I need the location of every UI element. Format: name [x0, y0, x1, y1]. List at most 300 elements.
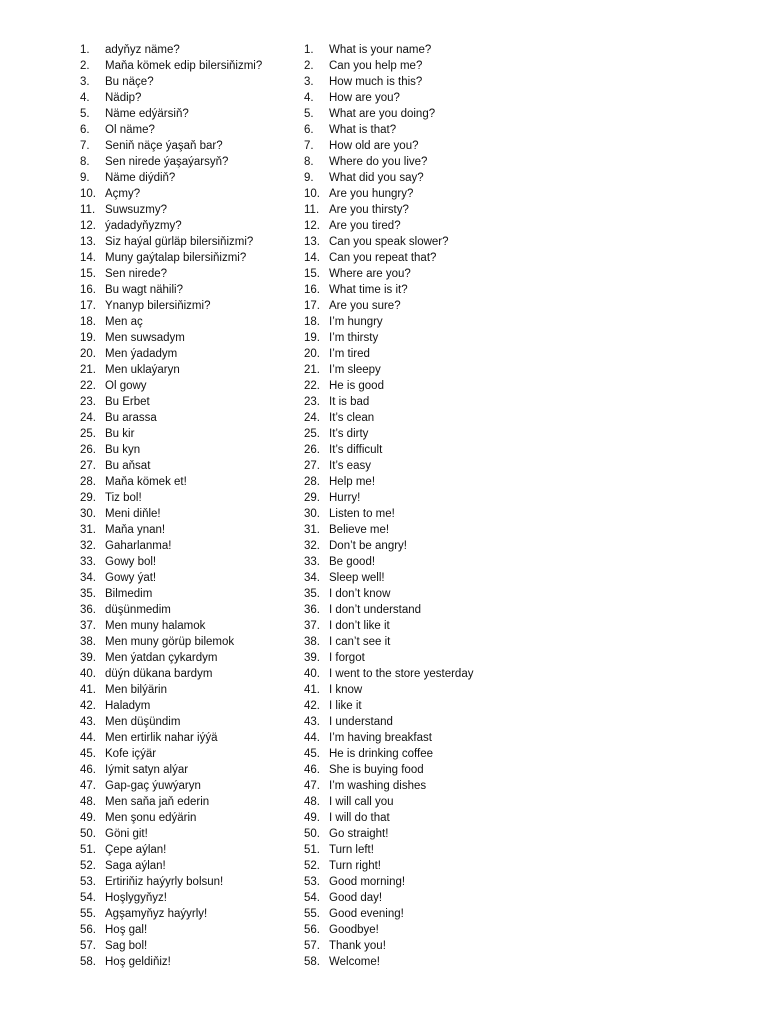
item-text: Ol gowy	[105, 380, 147, 392]
english-phrase-list	[304, 42, 524, 970]
turkmen-phrase-item	[80, 330, 300, 346]
english-phrase-item	[304, 90, 524, 106]
english-phrase-item	[304, 714, 524, 730]
item-number: 56.	[304, 924, 320, 936]
item-number: 15.	[80, 268, 96, 280]
item-text: Can you help me?	[329, 60, 423, 72]
item-number: 5.	[80, 108, 90, 120]
item-number: 52.	[304, 860, 320, 872]
english-phrase-item	[304, 858, 524, 874]
english-phrase-item	[304, 954, 524, 970]
item-text: Agşamyňyz haýyrly!	[105, 908, 208, 920]
item-number: 12.	[304, 220, 320, 232]
turkmen-phrase-item	[80, 506, 300, 522]
item-number: 32.	[80, 540, 96, 552]
english-phrase-item	[304, 922, 524, 938]
item-text: I went to the store yesterday	[329, 668, 474, 680]
turkmen-phrase-item	[80, 810, 300, 826]
turkmen-phrase-item	[80, 282, 300, 298]
item-number: 50.	[80, 828, 96, 840]
item-text: Men ýadadym	[105, 348, 178, 360]
item-number: 32.	[304, 540, 320, 552]
item-number: 49.	[80, 812, 96, 824]
item-text: düşünmedim	[105, 604, 171, 616]
item-number: 31.	[80, 524, 96, 536]
item-number: 58.	[304, 956, 320, 968]
english-phrase-item	[304, 602, 524, 618]
item-number: 4.	[304, 92, 314, 104]
item-number: 30.	[80, 508, 96, 520]
item-number: 27.	[304, 460, 320, 472]
item-number: 54.	[80, 892, 96, 904]
turkmen-phrase-item	[80, 586, 300, 602]
item-text: Bu wagt nähili?	[105, 284, 183, 296]
item-text: Believe me!	[329, 524, 390, 536]
item-text: Açmy?	[105, 188, 141, 200]
item-number: 21.	[304, 364, 320, 376]
item-text: Bu aňsat	[105, 460, 151, 472]
item-text: Bu kir	[105, 428, 135, 440]
item-text: Gap-gaç ýuwýaryn	[105, 780, 201, 792]
item-text: Good evening!	[329, 908, 404, 920]
item-number: 1.	[80, 44, 90, 56]
turkmen-phrase-item	[80, 682, 300, 698]
item-text: Welcome!	[329, 956, 380, 968]
turkmen-phrase-item	[80, 362, 300, 378]
item-number: 10.	[304, 188, 320, 200]
item-number: 25.	[80, 428, 96, 440]
turkmen-phrase-item	[80, 58, 300, 74]
english-phrase-item	[304, 378, 524, 394]
english-phrase-item	[304, 42, 524, 58]
item-number: 31.	[304, 524, 320, 536]
item-number: 39.	[80, 652, 96, 664]
turkmen-phrase-item	[80, 42, 300, 58]
item-number: 16.	[304, 284, 320, 296]
item-number: 18.	[80, 316, 96, 328]
english-phrase-item	[304, 490, 524, 506]
english-phrase-item	[304, 122, 524, 138]
item-text: Men uklaýaryn	[105, 364, 180, 376]
item-text: Bu näçe?	[105, 76, 154, 88]
english-phrase-item	[304, 874, 524, 890]
english-phrase-item	[304, 426, 524, 442]
item-number: 14.	[304, 252, 320, 264]
item-number: 56.	[80, 924, 96, 936]
item-text: It’s dirty	[329, 428, 369, 440]
english-phrase-item	[304, 394, 524, 410]
item-number: 24.	[80, 412, 96, 424]
item-number: 43.	[80, 716, 96, 728]
item-number: 40.	[80, 668, 96, 680]
item-text: Çepe aýlan!	[105, 844, 167, 856]
item-number: 28.	[80, 476, 96, 488]
item-number: 24.	[304, 412, 320, 424]
item-number: 44.	[304, 732, 320, 744]
item-number: 15.	[304, 268, 320, 280]
item-number: 53.	[80, 876, 96, 888]
item-number: 50.	[304, 828, 320, 840]
item-text: Gaharlanma!	[105, 540, 172, 552]
item-number: 46.	[304, 764, 320, 776]
english-phrase-item	[304, 282, 524, 298]
item-number: 29.	[304, 492, 320, 504]
item-text: Good day!	[329, 892, 383, 904]
english-phrase-item	[304, 810, 524, 826]
english-phrase-item	[304, 746, 524, 762]
turkmen-phrase-item	[80, 538, 300, 554]
turkmen-phrase-item	[80, 250, 300, 266]
english-phrase-item	[304, 250, 524, 266]
item-text: I understand	[329, 716, 393, 728]
english-phrase-item	[304, 186, 524, 202]
english-phrase-item	[304, 634, 524, 650]
item-number: 38.	[304, 636, 320, 648]
item-number: 34.	[80, 572, 96, 584]
item-number: 42.	[304, 700, 320, 712]
item-text: Don’t be angry!	[329, 540, 407, 552]
item-number: 55.	[304, 908, 320, 920]
item-number: 58.	[80, 956, 96, 968]
item-number: 49.	[304, 812, 320, 824]
turkmen-phrase-item	[80, 474, 300, 490]
item-text: Sag bol!	[105, 940, 148, 952]
item-number: 53.	[304, 876, 320, 888]
item-number: 23.	[304, 396, 320, 408]
english-phrase-item	[304, 106, 524, 122]
english-phrase-item	[304, 442, 524, 458]
turkmen-phrase-item	[80, 826, 300, 842]
english-phrase-item	[304, 138, 524, 154]
item-number: 51.	[304, 844, 320, 856]
item-text: I’m hungry	[329, 316, 383, 328]
english-phrase-item	[304, 778, 524, 794]
item-text: I can’t see it	[329, 636, 391, 648]
item-text: ýadadyňyzmy?	[105, 220, 182, 232]
item-number: 6.	[304, 124, 314, 136]
item-text: He is drinking coffee	[329, 748, 433, 760]
turkmen-phrase-list	[80, 42, 300, 970]
item-number: 13.	[80, 236, 96, 248]
item-number: 37.	[304, 620, 320, 632]
english-phrase-item	[304, 682, 524, 698]
item-number: 19.	[304, 332, 320, 344]
item-number: 11.	[304, 204, 320, 216]
english-phrase-item	[304, 170, 524, 186]
item-text: Men şonu edýärin	[105, 812, 197, 824]
item-text: Maňa kömek edip bilersiňizmi?	[105, 60, 263, 72]
item-number: 54.	[304, 892, 320, 904]
item-number: 48.	[80, 796, 96, 808]
turkmen-phrase-item	[80, 906, 300, 922]
item-text: Are you thirsty?	[329, 204, 409, 216]
item-text: Ol näme?	[105, 124, 155, 136]
item-text: Men ertirlik nahar iýýä	[105, 732, 218, 744]
item-text: I will do that	[329, 812, 390, 824]
item-number: 55.	[80, 908, 96, 920]
turkmen-phrase-item	[80, 314, 300, 330]
english-phrase-item	[304, 826, 524, 842]
turkmen-phrase-item	[80, 266, 300, 282]
item-number: 52.	[80, 860, 96, 872]
turkmen-phrase-item	[80, 394, 300, 410]
turkmen-phrase-item	[80, 170, 300, 186]
item-number: 22.	[304, 380, 320, 392]
turkmen-phrase-item	[80, 138, 300, 154]
turkmen-phrase-item	[80, 890, 300, 906]
item-text: Where are you?	[329, 268, 411, 280]
item-number: 29.	[80, 492, 96, 504]
item-number: 26.	[80, 444, 96, 456]
item-number: 51.	[80, 844, 96, 856]
item-number: 47.	[80, 780, 96, 792]
item-text: Saga aýlan!	[105, 860, 166, 872]
item-text: What are you doing?	[329, 108, 436, 120]
item-number: 9.	[304, 172, 314, 184]
item-text: Ertiriňiz haýyrly bolsun!	[105, 876, 224, 888]
turkmen-phrase-item	[80, 618, 300, 634]
item-number: 21.	[80, 364, 96, 376]
item-text: Hoş gal!	[105, 924, 148, 936]
item-text: Goodbye!	[329, 924, 379, 936]
item-number: 33.	[304, 556, 320, 568]
english-phrase-item	[304, 330, 524, 346]
turkmen-phrase-item	[80, 602, 300, 618]
turkmen-phrase-item	[80, 218, 300, 234]
item-text: Nädip?	[105, 92, 142, 104]
item-text: I’m thirsty	[329, 332, 379, 344]
item-text: What is that?	[329, 124, 397, 136]
english-phrase-item	[304, 266, 524, 282]
item-text: She is buying food	[329, 764, 424, 776]
item-text: Gowy ýat!	[105, 572, 157, 584]
turkmen-phrase-item	[80, 74, 300, 90]
item-number: 13.	[304, 236, 320, 248]
item-text: Siz haýal gürläp bilersiňizmi?	[105, 236, 254, 248]
turkmen-phrase-item	[80, 378, 300, 394]
item-text: Näme edýärsiň?	[105, 108, 189, 120]
turkmen-phrase-item	[80, 106, 300, 122]
item-number: 37.	[80, 620, 96, 632]
turkmen-phrase-item	[80, 874, 300, 890]
turkmen-phrase-item	[80, 922, 300, 938]
turkmen-phrase-item	[80, 762, 300, 778]
item-text: Men aç	[105, 316, 143, 328]
item-number: 33.	[80, 556, 96, 568]
item-text: Sen nirede?	[105, 268, 168, 280]
english-phrase-item	[304, 458, 524, 474]
turkmen-phrase-item	[80, 234, 300, 250]
turkmen-phrase-item	[80, 458, 300, 474]
english-phrase-item	[304, 794, 524, 810]
item-number: 20.	[80, 348, 96, 360]
item-number: 4.	[80, 92, 90, 104]
item-number: 10.	[80, 188, 96, 200]
item-text: Bu arassa	[105, 412, 157, 424]
item-number: 6.	[80, 124, 90, 136]
item-text: I don’t understand	[329, 604, 422, 616]
item-text: It’s difficult	[329, 444, 383, 456]
item-number: 45.	[80, 748, 96, 760]
item-text: Be good!	[329, 556, 376, 568]
item-text: How old are you?	[329, 140, 419, 152]
turkmen-phrase-item	[80, 842, 300, 858]
item-text: Turn right!	[329, 860, 381, 872]
item-text: Hurry!	[329, 492, 361, 504]
item-text: Gowy bol!	[105, 556, 157, 568]
item-text: Go straight!	[329, 828, 389, 840]
english-phrase-item	[304, 298, 524, 314]
turkmen-phrase-item	[80, 794, 300, 810]
turkmen-phrase-item	[80, 634, 300, 650]
item-number: 30.	[304, 508, 320, 520]
english-phrase-item	[304, 698, 524, 714]
item-text: Men muny halamok	[105, 620, 206, 632]
turkmen-phrase-item	[80, 426, 300, 442]
english-phrase-item	[304, 618, 524, 634]
item-number: 27.	[80, 460, 96, 472]
item-text: Suwsuzmy?	[105, 204, 167, 216]
item-number: 41.	[304, 684, 320, 696]
english-phrase-item	[304, 74, 524, 90]
item-number: 41.	[80, 684, 96, 696]
item-text: Men ýatdan çykardym	[105, 652, 218, 664]
item-text: What did you say?	[329, 172, 424, 184]
english-phrase-item	[304, 154, 524, 170]
turkmen-phrase-item	[80, 698, 300, 714]
item-number: 20.	[304, 348, 320, 360]
item-text: Bu Erbet	[105, 396, 150, 408]
item-text: adyňyz näme?	[105, 44, 180, 56]
item-text: Maňa kömek et!	[105, 476, 187, 488]
item-number: 8.	[80, 156, 90, 168]
item-number: 12.	[80, 220, 96, 232]
english-phrase-item	[304, 314, 524, 330]
item-number: 36.	[304, 604, 320, 616]
item-text: What is your name?	[329, 44, 432, 56]
item-text: Turn left!	[329, 844, 374, 856]
item-number: 39.	[304, 652, 320, 664]
item-text: How much is this?	[329, 76, 423, 88]
item-number: 3.	[304, 76, 314, 88]
item-number: 48.	[304, 796, 320, 808]
turkmen-phrase-item	[80, 714, 300, 730]
item-number: 57.	[80, 940, 96, 952]
item-number: 35.	[304, 588, 320, 600]
item-text: Sen nirede ýaşaýarsyň?	[105, 156, 229, 168]
item-text: Sleep well!	[329, 572, 385, 584]
english-phrase-item	[304, 730, 524, 746]
item-number: 5.	[304, 108, 314, 120]
item-text: Men saňa jaň ederin	[105, 796, 210, 808]
item-text: Kofe içýär	[105, 748, 157, 760]
turkmen-phrase-item	[80, 122, 300, 138]
item-text: Bilmedim	[105, 588, 153, 600]
item-text: Thank you!	[329, 940, 386, 952]
item-text: I don’t know	[329, 588, 391, 600]
item-number: 43.	[304, 716, 320, 728]
turkmen-phrase-item	[80, 346, 300, 362]
turkmen-phrase-item	[80, 202, 300, 218]
item-text: Are you hungry?	[329, 188, 414, 200]
item-number: 23.	[80, 396, 96, 408]
item-text: I’m having breakfast	[329, 732, 432, 744]
item-text: Good morning!	[329, 876, 406, 888]
item-text: It is bad	[329, 396, 370, 408]
item-number: 11.	[80, 204, 96, 216]
item-text: Men suwsadym	[105, 332, 185, 344]
item-text: Where do you live?	[329, 156, 428, 168]
item-text: Iýmit satyn alýar	[105, 764, 189, 776]
item-text: Ynanyp bilersiňizmi?	[105, 300, 211, 312]
item-text: What time is it?	[329, 284, 408, 296]
english-phrase-item	[304, 506, 524, 522]
english-phrase-item	[304, 666, 524, 682]
turkmen-phrase-item	[80, 650, 300, 666]
english-phrase-item	[304, 410, 524, 426]
item-text: Göni git!	[105, 828, 148, 840]
turkmen-phrase-item	[80, 746, 300, 762]
english-phrase-item	[304, 650, 524, 666]
item-number: 34.	[304, 572, 320, 584]
item-text: Are you sure?	[329, 300, 401, 312]
item-text: Are you tired?	[329, 220, 401, 232]
item-text: He is good	[329, 380, 384, 392]
item-text: Bu kyn	[105, 444, 141, 456]
turkmen-phrase-item	[80, 954, 300, 970]
item-text: Help me!	[329, 476, 376, 488]
item-number: 44.	[80, 732, 96, 744]
item-number: 8.	[304, 156, 314, 168]
item-text: Men bilýärin	[105, 684, 167, 696]
item-text: I forgot	[329, 652, 365, 664]
item-text: I’m sleepy	[329, 364, 381, 376]
item-number: 2.	[304, 60, 314, 72]
item-number: 28.	[304, 476, 320, 488]
item-text: I don’t like it	[329, 620, 390, 632]
english-phrase-item	[304, 890, 524, 906]
item-number: 17.	[304, 300, 320, 312]
item-number: 42.	[80, 700, 96, 712]
item-text: Maňa ynan!	[105, 524, 166, 536]
item-text: Men düşündim	[105, 716, 181, 728]
turkmen-phrase-item	[80, 154, 300, 170]
item-number: 46.	[80, 764, 96, 776]
item-text: I like it	[329, 700, 362, 712]
english-phrase-item	[304, 346, 524, 362]
item-text: Listen to me!	[329, 508, 395, 520]
item-text: I’m tired	[329, 348, 370, 360]
item-number: 17.	[80, 300, 96, 312]
item-text: It’s easy	[329, 460, 371, 472]
item-text: Haladym	[105, 700, 151, 712]
english-phrase-item	[304, 554, 524, 570]
turkmen-phrase-item	[80, 186, 300, 202]
turkmen-phrase-item	[80, 570, 300, 586]
item-text: düýn dükana bardym	[105, 668, 213, 680]
item-text: Muny gaýtalap bilersiňizmi?	[105, 252, 247, 264]
item-text: Näme diýdiň?	[105, 172, 176, 184]
turkmen-phrase-item	[80, 298, 300, 314]
turkmen-phrase-item	[80, 90, 300, 106]
english-phrase-item	[304, 586, 524, 602]
item-text: How are you?	[329, 92, 400, 104]
english-phrase-item	[304, 362, 524, 378]
turkmen-phrase-item	[80, 410, 300, 426]
item-number: 14.	[80, 252, 96, 264]
turkmen-phrase-item	[80, 442, 300, 458]
item-number: 7.	[80, 140, 90, 152]
